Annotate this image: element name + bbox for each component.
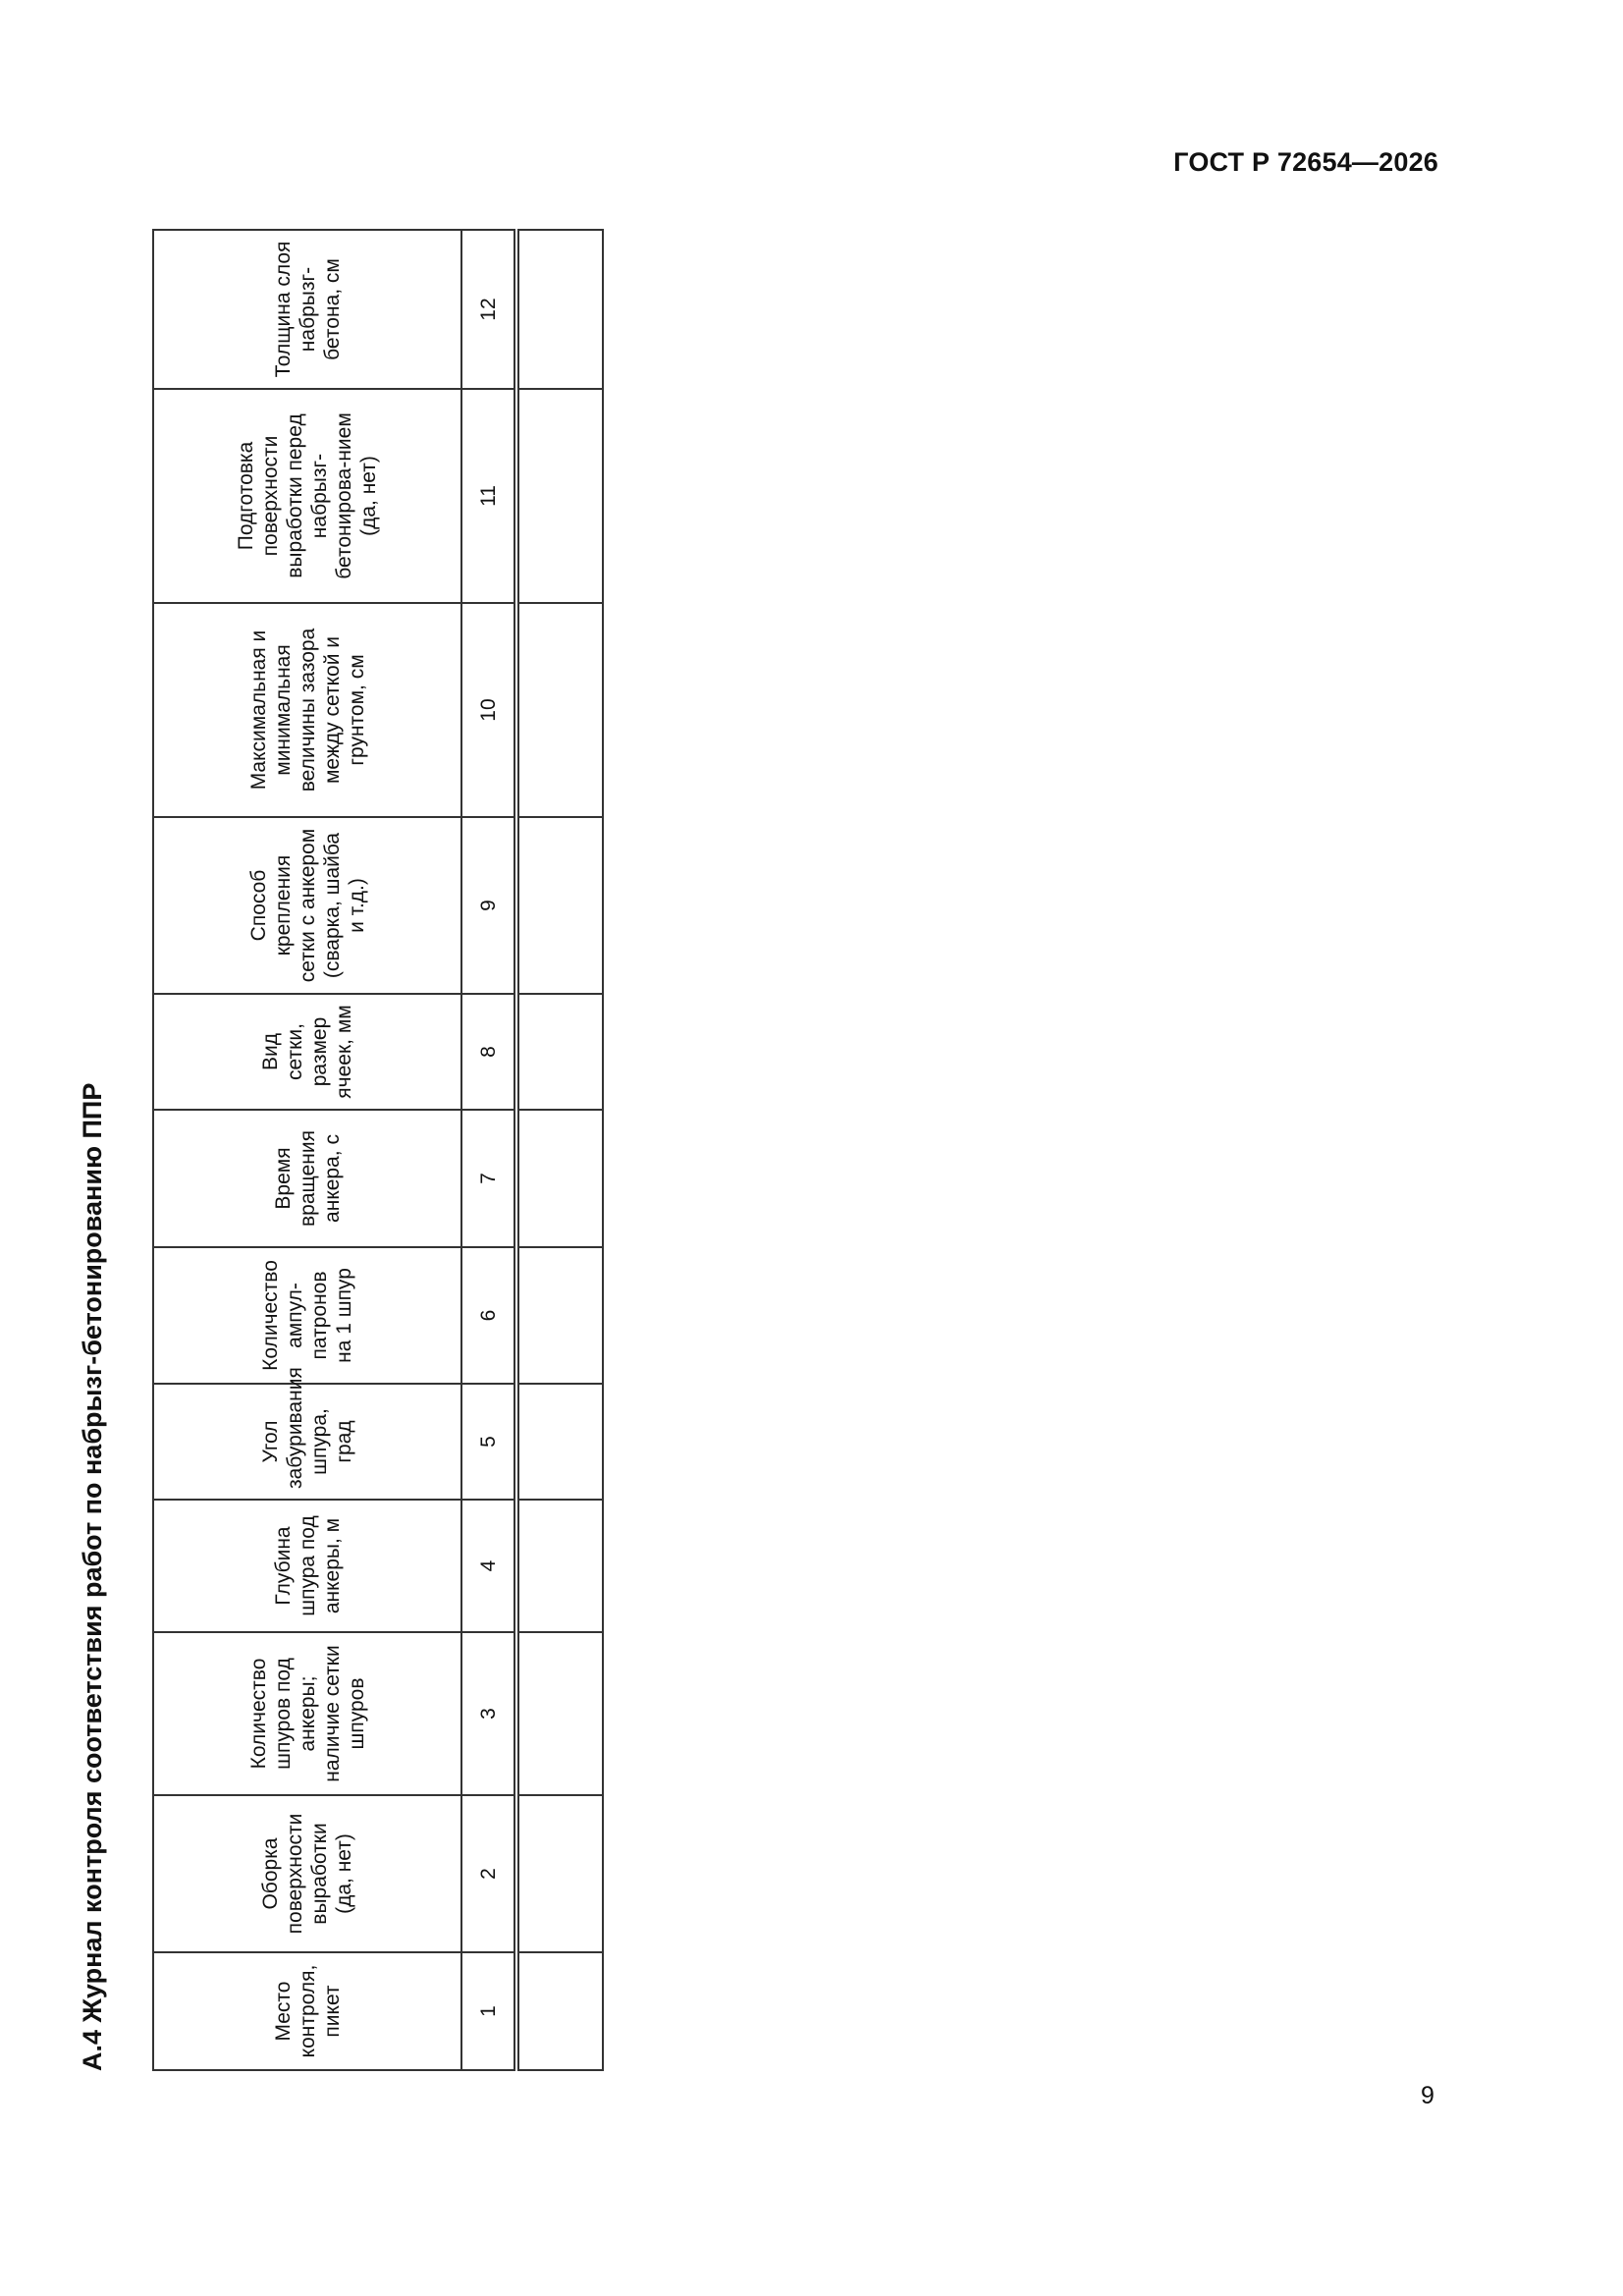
table-cell — [516, 1384, 603, 1500]
column-header: Подготовка поверхности выработки перед набрызг-бетонирова-нием (да, нет) — [153, 389, 461, 603]
table-title: А.4 Журнал контроля соответствия работ по набрызг-бетонированию ППР — [78, 1082, 107, 2071]
table-data-row — [516, 230, 603, 2070]
table-cell — [516, 994, 603, 1110]
column-header: Количество ампул-патронов на 1 шпур — [153, 1247, 461, 1384]
column-number: 5 — [461, 1384, 516, 1500]
column-header: Время вращения анкера, с — [153, 1110, 461, 1247]
table-cell — [516, 1247, 603, 1384]
column-number: 3 — [461, 1632, 516, 1795]
column-number: 7 — [461, 1110, 516, 1247]
table-cell — [516, 1110, 603, 1247]
column-header: Количество шпуров под анкеры; наличие сетки шпуров — [153, 1632, 461, 1795]
column-header: Вид сетки, размер ячеек, мм — [153, 994, 461, 1110]
column-header: Толщина слоя набрызг-бетона, см — [153, 230, 461, 389]
document-code: ГОСТ Р 72654—2026 — [1173, 147, 1438, 177]
table-cell — [516, 817, 603, 994]
column-number: 9 — [461, 817, 516, 994]
column-number: 1 — [461, 1952, 516, 2070]
control-journal-table — [152, 229, 604, 2071]
column-number-row — [461, 230, 516, 2070]
column-header: Максимальная и минимальная величины зазора между сеткой и грунтом, см — [153, 603, 461, 817]
column-header: Способ крепления сетки с анкером (сварка, шайба и т.д.) — [153, 817, 461, 994]
column-header: Оборка поверхности выработки (да, нет) — [153, 1795, 461, 1952]
page-number: 9 — [1421, 2082, 1434, 2109]
column-number: 2 — [461, 1795, 516, 1952]
table-header-row — [153, 230, 461, 2070]
column-number: 4 — [461, 1500, 516, 1632]
table-cell — [516, 1795, 603, 1952]
column-header: Угол забуривания шпура, град — [153, 1384, 461, 1500]
table-cell — [516, 1632, 603, 1795]
column-number: 8 — [461, 994, 516, 1110]
table-cell — [516, 389, 603, 603]
rotated-table-block — [78, 231, 604, 2071]
table-cell — [516, 230, 603, 389]
column-header: Глубина шпура под анкеры, м — [153, 1500, 461, 1632]
table-cell — [516, 603, 603, 817]
table-cell — [516, 1952, 603, 2070]
column-header: Место контроля, пикет — [153, 1952, 461, 2070]
column-number: 6 — [461, 1247, 516, 1384]
column-number: 10 — [461, 603, 516, 817]
table-cell — [516, 1500, 603, 1632]
column-number: 11 — [461, 389, 516, 603]
column-number: 12 — [461, 230, 516, 389]
